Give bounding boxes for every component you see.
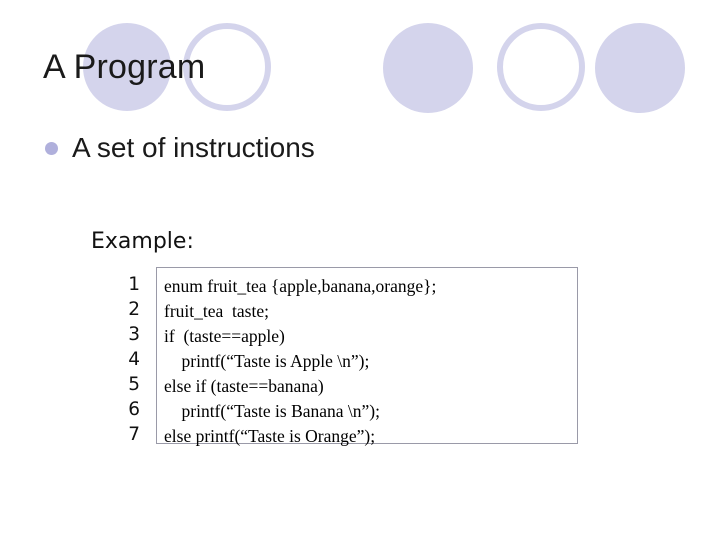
code-line: else printf(“Taste is Orange”);: [164, 426, 376, 446]
bullet-text: A set of instructions: [72, 132, 315, 163]
code-line: fruit_tea taste;: [164, 301, 269, 321]
bullet-dot-icon: [45, 142, 58, 155]
decoration-circle-filled: [595, 23, 685, 113]
line-number: 6: [128, 399, 140, 420]
code-line: printf(“Taste is Banana \n”);: [164, 401, 380, 421]
line-number: 3: [128, 324, 140, 345]
slide-title: A Program: [43, 48, 206, 86]
code-line: if (taste==apple): [164, 326, 285, 346]
bullet-item: [45, 132, 315, 164]
code-line: enum fruit_tea {apple,banana,orange};: [164, 276, 437, 296]
example-label: Example:: [91, 229, 194, 254]
code-box: [156, 267, 578, 444]
line-number: 7: [128, 424, 140, 445]
line-number: 2: [128, 299, 140, 320]
decoration-circle-ring: [497, 23, 585, 111]
line-number: 1: [128, 274, 140, 295]
decoration-circle-filled: [383, 23, 473, 113]
line-number: 4: [128, 349, 140, 370]
line-number: 5: [128, 374, 140, 395]
code-line: printf(“Taste is Apple \n”);: [164, 351, 370, 371]
line-numbers: [110, 272, 140, 447]
code-line: else if (taste==banana): [164, 376, 324, 396]
